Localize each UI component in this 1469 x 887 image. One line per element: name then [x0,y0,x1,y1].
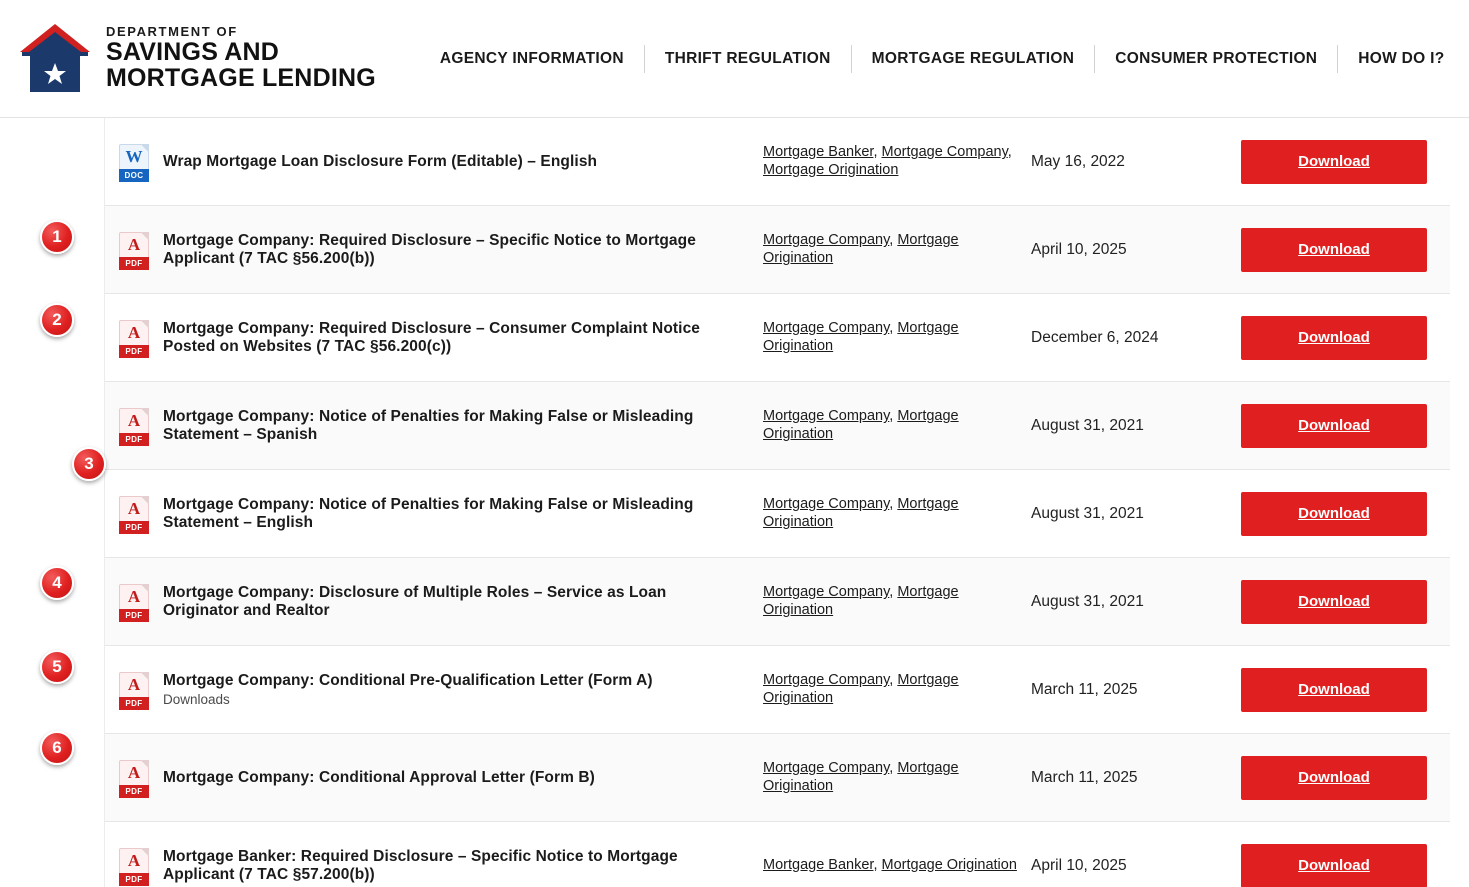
download-cell [1241,734,1450,821]
category-tags: Mortgage Banker, Mortgage Origination [763,856,1017,873]
file-icon-cell [105,646,163,733]
category-tag-link[interactable]: Mortgage Company [763,320,890,337]
pdf-file-icon: A PDF [119,232,149,270]
category-tags-cell [763,206,1031,293]
category-tags: Mortgage Company, Mortgage Origination [763,496,959,530]
category-tag-link[interactable]: Mortgage Company [763,584,890,601]
download-button[interactable] [1241,404,1427,448]
category-tags-cell [763,118,1031,205]
file-type-label: DOC [119,169,149,182]
logo-line-2: SAVINGS AND [106,37,280,66]
table-row [105,206,1450,294]
doc-file-icon: W DOC [119,144,149,182]
document-title[interactable]: Mortgage Company: Required Disclosure – Specific Notice to Mortgage Applicant (7 TAC §56.200(b)) [163,231,696,267]
table-row [105,646,1450,734]
document-date: August 31, 2021 [1031,504,1144,522]
document-title[interactable]: Mortgage Company: Notice of Penalties for Making False or Misleading Statement – Spanish [163,407,694,443]
category-tags: Mortgage Company, Mortgage Origination [763,320,959,354]
category-tag-link[interactable]: Mortgage Origination [763,320,959,354]
file-icon-cell [105,470,163,557]
category-tag-link[interactable]: Mortgage Company [881,144,1008,161]
nav-item-mortgage-regulation[interactable]: MORTGAGE REGULATION [871,49,1075,67]
category-tags-cell [763,822,1031,887]
department-seal-icon [18,22,92,96]
downloads-table [105,118,1450,887]
main-navigation [420,45,1465,73]
table-row [105,294,1450,382]
category-tag-link[interactable]: Mortgage Company [763,672,890,689]
category-tag-link[interactable]: Mortgage Banker [763,856,874,873]
document-title[interactable]: Mortgage Banker: Required Disclosure – Specific Notice to Mortgage Applicant (7 TAC §57.200(b)) [163,847,678,883]
category-tag-link[interactable]: Mortgage Company [763,408,890,425]
download-cell [1241,558,1450,645]
step-marker-6: 6 [40,731,74,765]
document-date: March 11, 2025 [1031,680,1138,698]
document-date: April 10, 2025 [1031,856,1127,874]
document-title-cell [163,206,763,293]
document-title[interactable]: Wrap Mortgage Loan Disclosure Form (Editable) – English [163,152,598,170]
download-button-label: Download [1298,241,1370,258]
document-date: April 10, 2025 [1031,240,1127,258]
document-title-cell [163,382,763,469]
logo-line-1: DEPARTMENT OF [106,24,238,40]
pdf-file-icon: A PDF [119,584,149,622]
file-type-label: PDF [119,697,149,710]
pdf-file-icon: A PDF [119,672,149,710]
download-button[interactable] [1241,580,1427,624]
date-cell [1031,822,1241,887]
download-button-label: Download [1298,329,1370,346]
category-tag-link[interactable]: Mortgage Origination [881,856,1017,873]
table-row [105,382,1450,470]
category-tag-link[interactable]: Mortgage Company [763,232,890,249]
table-row [105,558,1450,646]
category-tags-cell [763,734,1031,821]
file-icon-cell [105,382,163,469]
document-title-cell [163,118,763,205]
step-marker-1: 1 [40,220,74,254]
file-type-label: PDF [119,521,149,534]
document-title-cell [163,470,763,557]
download-cell [1241,294,1450,381]
file-type-label: PDF [119,609,149,622]
date-cell [1031,646,1241,733]
file-type-label: PDF [119,785,149,798]
download-button[interactable] [1241,756,1427,800]
table-row [105,118,1450,206]
pdf-file-icon: A PDF [119,320,149,358]
date-cell [1031,470,1241,557]
download-button[interactable] [1241,844,1427,887]
category-tags: Mortgage Company, Mortgage Origination [763,584,959,618]
table-row [105,734,1450,822]
download-button-label: Download [1298,417,1370,434]
nav-item-consumer-protection[interactable]: CONSUMER PROTECTION [1115,49,1318,67]
category-tags-cell [763,294,1031,381]
file-icon-cell [105,822,163,887]
file-icon-cell [105,558,163,645]
download-cell [1241,382,1450,469]
step-marker-5: 5 [40,650,74,684]
document-date: December 6, 2024 [1031,328,1159,346]
category-tags-cell [763,470,1031,557]
file-icon-cell [105,206,163,293]
pdf-file-icon: A PDF [119,848,149,886]
download-button[interactable] [1241,228,1427,272]
download-button[interactable] [1241,140,1427,184]
download-button[interactable] [1241,316,1427,360]
step-marker-2: 2 [40,303,74,337]
pdf-file-icon: A PDF [119,760,149,798]
category-tags-cell [763,558,1031,645]
category-tags: Mortgage Company, Mortgage Origination [763,672,959,706]
document-title-cell [163,558,763,645]
download-button-label: Download [1298,505,1370,522]
category-tag-link[interactable]: Mortgage Company [763,760,890,777]
site-logo[interactable] [0,22,376,96]
document-title-cell [163,822,763,887]
document-title-cell [163,734,763,821]
category-tag-link[interactable]: Mortgage Origination [763,161,899,178]
category-tag-link[interactable]: Mortgage Origination [763,408,959,442]
download-button-label: Download [1298,857,1370,874]
document-date: March 11, 2025 [1031,768,1138,786]
category-tag-link[interactable]: Mortgage Origination [763,672,959,706]
category-tags: Mortgage Company, Mortgage Origination [763,408,959,442]
date-cell [1031,206,1241,293]
date-cell [1031,734,1241,821]
category-tags-cell [763,646,1031,733]
download-button[interactable] [1241,668,1427,712]
file-type-label: PDF [119,345,149,358]
file-icon-cell [105,294,163,381]
document-title-cell [163,646,763,733]
document-title[interactable]: Mortgage Company: Conditional Approval Letter (Form B) [163,768,595,786]
download-button[interactable] [1241,492,1427,536]
download-cell [1241,206,1450,293]
category-tags: Mortgage Banker, Mortgage Company, Mortgage Origination [763,144,1012,178]
document-title[interactable]: Mortgage Company: Disclosure of Multiple Roles – Service as Loan Originator and Realtor [163,583,667,619]
document-subtitle: Downloads [163,691,230,707]
document-title[interactable]: Mortgage Company: Required Disclosure – Consumer Complaint Notice Posted on Websites (7 TAC §56.200(c)) [163,319,701,355]
category-tag-link[interactable]: Mortgage Origination [763,760,959,794]
download-button-label: Download [1298,769,1370,786]
pdf-file-icon: A PDF [119,408,149,446]
date-cell [1031,294,1241,381]
file-type-label: PDF [119,433,149,446]
category-tag-link[interactable]: Mortgage Origination [763,584,959,618]
download-cell [1241,822,1450,887]
file-type-label: PDF [119,873,149,886]
document-date: August 31, 2021 [1031,592,1144,610]
nav-item-agency-information[interactable]: AGENCY INFORMATION [439,49,624,67]
category-tag-link[interactable]: Mortgage Banker [763,144,874,161]
category-tags-cell [763,382,1031,469]
download-cell [1241,118,1450,205]
category-tag-link[interactable]: Mortgage Origination [763,496,959,530]
download-cell [1241,470,1450,557]
step-marker-4: 4 [40,566,74,600]
download-button-label: Download [1298,593,1370,610]
date-cell [1031,382,1241,469]
table-row [105,470,1450,558]
nav-item-thrift-regulation[interactable]: THRIFT REGULATION [664,49,831,67]
download-button-label: Download [1298,681,1370,698]
file-icon-cell [105,734,163,821]
site-header [0,0,1469,118]
file-icon-cell [105,118,163,205]
step-marker-3: 3 [72,447,106,481]
category-tag-link[interactable]: Mortgage Origination [763,232,959,266]
category-tags: Mortgage Company, Mortgage Origination [763,232,959,266]
category-tag-link[interactable]: Mortgage Company [763,496,890,513]
logo-line-3: MORTGAGE LENDING [106,64,376,93]
date-cell [1031,118,1241,205]
nav-item-how-do-i[interactable]: HOW DO I? [1358,49,1445,67]
document-date: May 16, 2022 [1031,152,1125,170]
table-row [105,822,1450,887]
document-title[interactable]: Mortgage Company: Notice of Penalties for Making False or Misleading Statement – English [163,495,694,531]
download-button-label: Download [1298,153,1370,170]
file-type-label: PDF [119,257,149,270]
pdf-file-icon: A PDF [119,496,149,534]
download-cell [1241,646,1450,733]
category-tags: Mortgage Company, Mortgage Origination [763,760,959,794]
document-title[interactable]: Mortgage Company: Conditional Pre-Qualification Letter (Form A) [163,672,653,690]
date-cell [1031,558,1241,645]
document-title-cell [163,294,763,381]
document-date: August 31, 2021 [1031,416,1144,434]
